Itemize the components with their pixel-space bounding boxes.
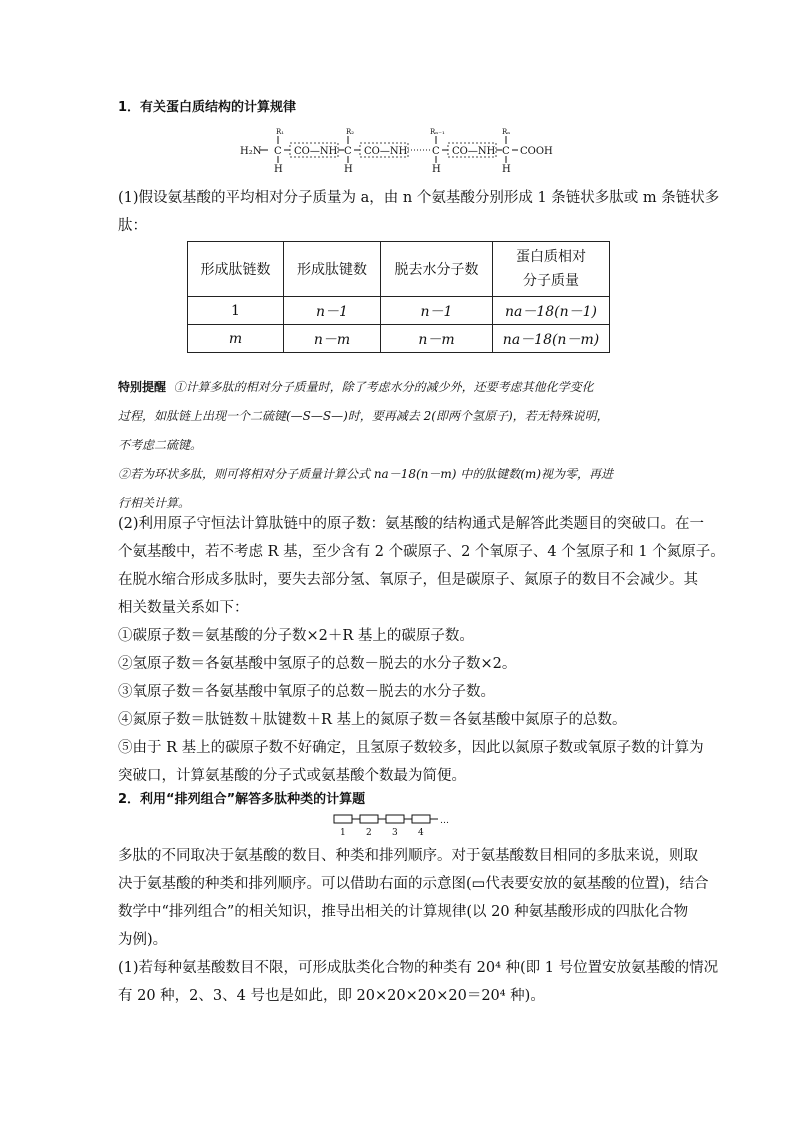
list-item: ⑤由于 R 基上的碳原子数不好确定，且氢原子数较多，因此以氮原子数或氧原子数的计算为 [118, 740, 704, 756]
table-header-cell [493, 242, 610, 297]
paragraph-1-line-1: (1)假设氨基酸的平均相对分子质量为 a，由 n 个氨基酸分别形成 1 条链状多肽或 m 条链状多 [118, 190, 720, 206]
table-cell: n－1 [381, 297, 493, 325]
table-header-line: 蛋白质相对 [516, 249, 586, 265]
formula-h1: H [274, 164, 283, 175]
diagram-label: 1 [340, 828, 346, 838]
table-row [188, 297, 610, 325]
special-tip-line: 不考虑二硫键。 [118, 438, 203, 452]
formula-h3: H [432, 164, 441, 175]
paragraph-2-line: 相关数量关系如下： [118, 600, 249, 616]
list-item: ①碳原子数＝氨基酸的分子数×2＋R 基上的碳原子数。 [118, 628, 474, 644]
table-cell: na－18(n－1) [493, 297, 610, 325]
diagram-label: 2 [366, 828, 372, 838]
formula-c2: C [344, 146, 352, 157]
diagram-label: 4 [418, 828, 424, 838]
paragraph-2-line: 在脱水缩合形成多肽时，要失去部分氢、氧原子，但是碳原子、氮原子的数目不会减少。其 [118, 572, 698, 588]
section-2-line: 决于氨基酸的种类和排列顺序。可以借助右面的示意图(▭代表要安放的氨基酸的位置)，结合 [118, 876, 709, 892]
formula-cooh: COOH [520, 146, 553, 157]
peptide-structure-formula [240, 124, 560, 176]
paragraph-2 [118, 510, 725, 790]
special-tip-line: 过程，如肽链上出现一个二硫键(—S—S—)时，要再减去 2(即两个氢原子)，若无特殊说明， [118, 409, 609, 423]
table-header-cell: 形成肽链数 [188, 242, 284, 297]
special-tip-line: ①计算多肽的相对分子质量时，除了考虑水分的减少外，还要考虑其他化学变化 [173, 380, 594, 394]
table-row [188, 325, 610, 353]
special-tip-line: ②若为环状多肽，则可将相对分子质量计算公式 na－18(n－m) 中的肽键数(m)视为零，再进 [118, 467, 613, 481]
table-header-cell: 形成肽键数 [284, 242, 381, 297]
formula-c1: C [274, 146, 282, 157]
section-2-line: 有 20 种，2、3、4 号也是如此，即 20×20×20×20＝20⁴ 种)。 [118, 988, 545, 1004]
special-tip-line: 行相关计算。 [118, 496, 191, 510]
formula-h2: H [344, 164, 353, 175]
paragraph-1 [118, 184, 719, 240]
formula-conh-1: CO—NH [294, 146, 338, 157]
formula-r1: R₁ [276, 128, 285, 136]
section-2-line: 数学中“排列组合”的相关知识，推导出相关的计算规律(以 20 种氨基酸形成的四肽化合物 [118, 904, 689, 920]
section-2-body [118, 842, 718, 1010]
section-heading-1: 1．有关蛋白质结构的计算规律 [118, 100, 297, 115]
list-item: ②氢原子数＝各氨基酸中氢原子的总数－脱去的水分子数×2。 [118, 656, 517, 672]
section-2-line: 多肽的不同取决于氨基酸的数目、种类和排列顺序。对于氨基酸数目相同的多肽来说，则取 [118, 848, 698, 864]
formula-rn: Rₙ [502, 128, 511, 136]
paragraph-1-line-2: 肽： [118, 218, 147, 234]
formula-c3: C [432, 146, 440, 157]
table-cell: n－m [381, 325, 493, 353]
table-cell: n－1 [284, 297, 381, 325]
section-2-line: (1)若每种氨基酸数目不限，可形成肽类化合物的种类有 20⁴ 种(即 1 号位置安放氨基酸的情况 [118, 960, 719, 976]
table-cell: m [188, 325, 284, 353]
table-header-line: 分子质量 [523, 273, 579, 289]
formula-rn1: Rₙ₋₁ [430, 128, 445, 136]
diagram-ellipsis: … [440, 816, 449, 826]
table-header-cell: 脱去水分子数 [381, 242, 493, 297]
formula-r2: R₂ [346, 128, 355, 136]
list-item: ④氮原子数＝肽链数＋肽键数＋R 基上的氮原子数＝各氨基酸中氮原子的总数。 [118, 712, 627, 728]
formula-c4: C [502, 146, 510, 157]
diagram-label: 3 [392, 828, 398, 838]
formula-conh-3: CO—NH [452, 146, 496, 157]
position-chain-diagram [330, 812, 470, 838]
special-tip [118, 373, 613, 518]
formula-h4: H [502, 164, 511, 175]
table-header-row [188, 242, 610, 297]
formula-conh-2: CO—NH [364, 146, 408, 157]
section-heading-2: 2．利用“排列组合”解答多肽种类的计算题 [118, 792, 366, 807]
formula-h2n: H₂N [240, 146, 262, 157]
list-item: ③氧原子数＝各氨基酸中氧原子的总数－脱去的水分子数。 [118, 684, 495, 700]
paragraph-2-line: 个氨基酸中，若不考虑 R 基，至少含有 2 个碳原子、2 个氧原子、4 个氢原子和 1 个氮原子。 [118, 544, 725, 560]
list-item: 突破口，计算氨基酸的分子式或氨基酸个数最为简便。 [118, 768, 466, 784]
special-tip-label: 特别提醒 [118, 380, 167, 394]
paragraph-2-line: (2)利用原子守恒法计算肽链中的原子数：氨基酸的结构通式是解答此类题目的突破口。在一 [118, 516, 705, 532]
peptide-calculation-table [187, 241, 610, 353]
table-cell: na－18(n－m) [493, 325, 610, 353]
section-2-line: 为例)。 [118, 932, 168, 948]
table-cell: n－m [284, 325, 381, 353]
table-cell: 1 [188, 297, 284, 325]
